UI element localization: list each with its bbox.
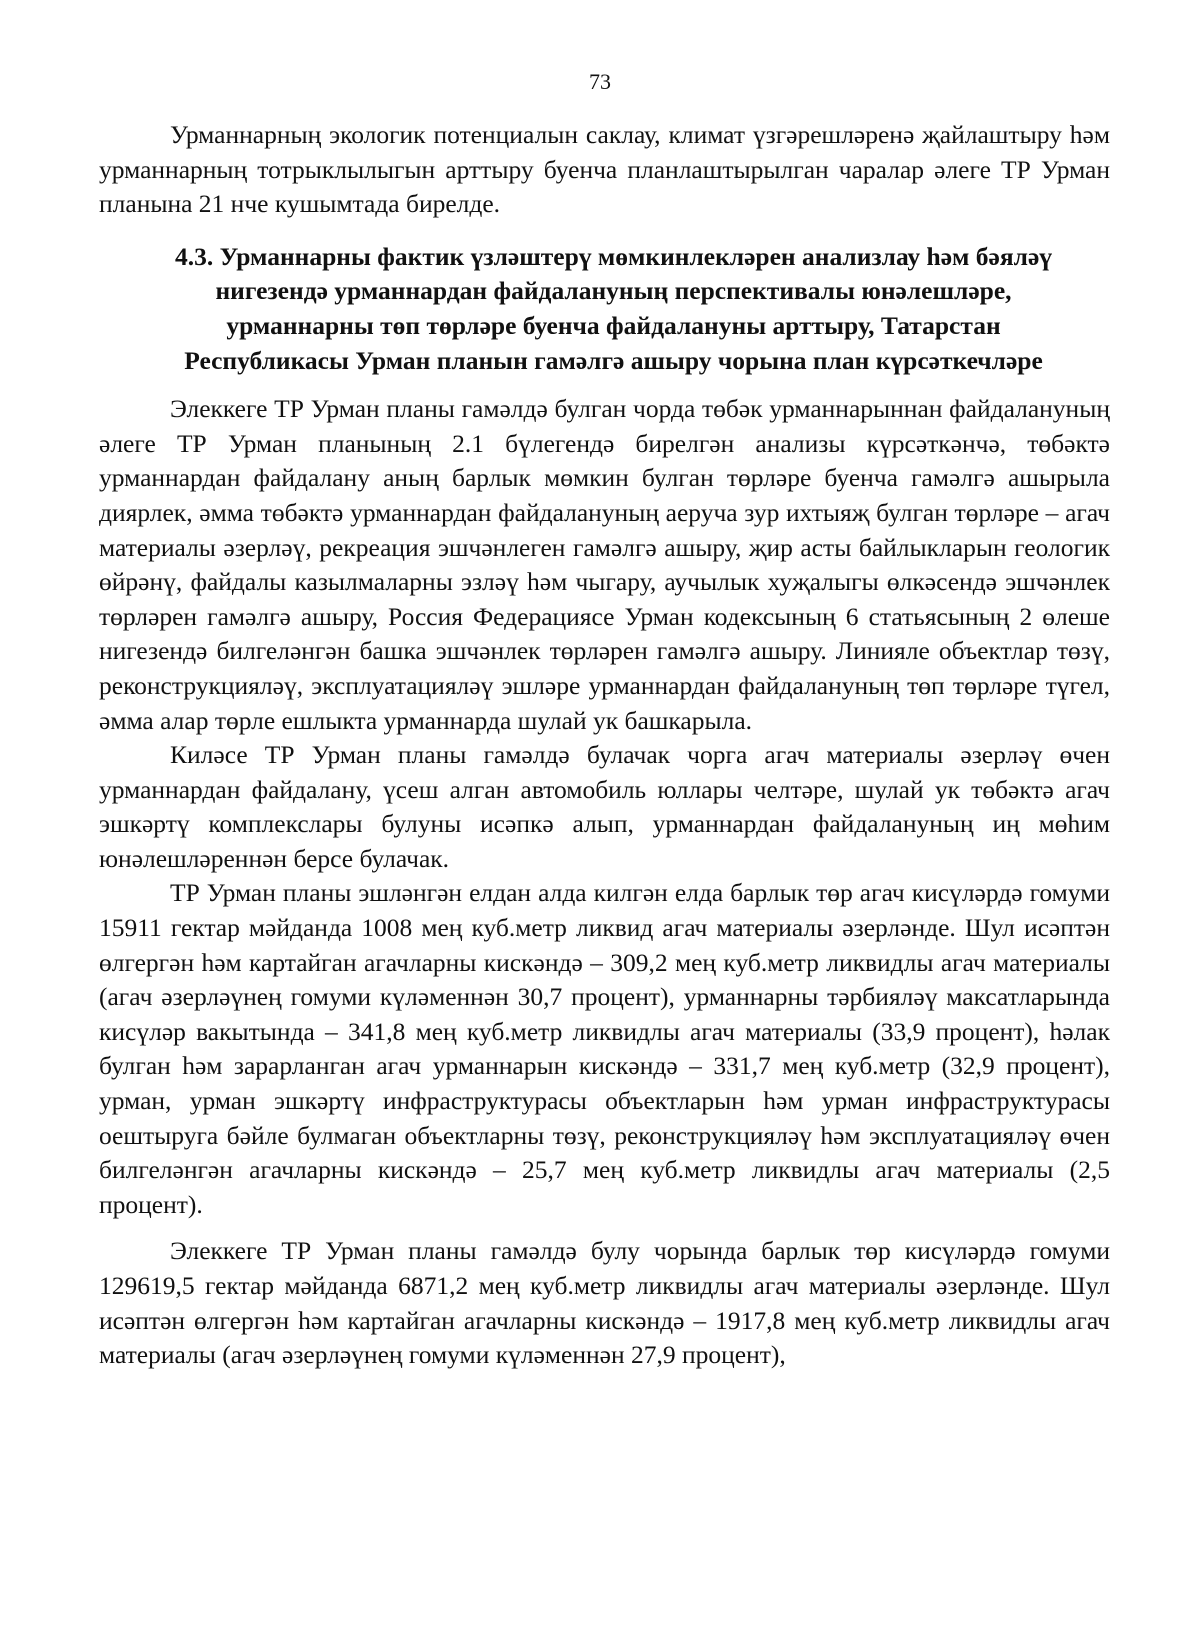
paragraph-future-direction: Киләсе ТР Урман планы гамәлдә булачак чорга агач материалы әзерләү өчен урманнардан файдалану, үсеш алган автомобиль юллары челтәре, шулай ук төбәктә агач эшкәртү комплекслары булуны исәпкә алып, урманнардан файдалануның иң мөһим юнәлешләреннән берсе булачак.	[99, 740, 1110, 873]
page-number: 73	[589, 69, 611, 94]
paragraph-forest-use-analysis: Элеккеге ТР Урман планы гамәлдә булган чорда төбәк урманнарыннан файдалануның әлеге ТР Урман планының 2.1 бүлегендә бирелгән анализы күрсәткәнчә, төбәктә урманнардан файдалану аның барлык мөмкин булган төрләре буенча гамәлгә ашырыла диярлек, әмма төбәктә урманнардан файдалануның аеруча зур ихтыяҗ булган төрләре – агач материалы әзерләү, рекреация эшчәнлеген гамәлгә ашыру, җир асты байлыкларын геологик өйрәнү, файдалы казылмаларны эзләү һәм чыгару, аучылык хуҗалыгы өлкәсендә эшчәнлек төрләрен гамәлгә ашыру, Россия Федерациясе Урман кодексының 6 статьясының 2 өлеше нигезендә билгеләнгән башка эшчәнлек төрләрен гамәлгә ашыру. Линияле объектлар төзү, реконструкцияләү, эксплуатацияләү эшләре урманнардан файдалануның төп төрләре түгел, әмма алар төрле ешлыкта урманнарда шулай ук башкарыла.	[99, 394, 1110, 735]
section-heading-line-2: нигезендә урманнардан файдалануның перспективалы юнәлешләре,	[215, 276, 1012, 306]
section-heading	[99, 240, 1110, 378]
section-heading-line-1: 4.3. Урманнарны фактик үзләштерү мөмкинлекләрен анализлау һәм бәяләү	[174, 241, 1053, 271]
section-heading-line-3: урманнарны төп төрләре буенча файдалануны арттыру, Татарстан	[226, 310, 1001, 340]
paragraph-harvest-plan-period: Элеккеге ТР Урман планы гамәлдә булу чорында барлык төр кисүләрдә гомуми 129619,5 гектар мәйданда 6871,2 мең куб.метр ликвидлы агач материалы әзерләнде. Шул исәптән өлгергән һәм картайган агачларны кискәндә – 1917,8 мең куб.метр ликвидлы агач материалы (агач әзерләүнең гомуми күләменнән 27,9 процент),	[99, 1236, 1110, 1370]
paragraph-harvest-previous-year: ТР Урман планы эшләнгән елдан алда килгән елда барлык төр агач кисүләрдә гомуми 15911 гектар мәйданда 1008 мең куб.метр ликвид агач материалы әзерләнде. Шул исәптән өлгергән һәм картайган агачларны кискәндә – 309,2 мең куб.метр ликвидлы агач материалы (агач әзерләүнең гомуми күләменнән 30,7 процент), урманнарны тәрбияләү максатларында кисүләр вакытында – 341,8 мең куб.метр ликвидлы агач материалы (33,9 процент), һәлак булган һәм зарарланган агач урманнарын кискәндә – 331,7 мең куб.метр (32,9 процент), урман, урман эшкәртү инфраструктурасы объектларын һәм урман инфраструктурасы оештыруга бәйле булмаган объектларны төзү, реконструкцияләү һәм эксплуатацияләү өчен билгеләнгән агачларны кискәндә – 25,7 мең куб.метр ликвидлы агач материалы (2,5 процент).	[99, 878, 1110, 1219]
section-heading-line-4: Республикасы Урман планын гамәлгә ашыру чорына план күрсәткечләре	[184, 345, 1043, 375]
paragraph-intro: Урманнарның экологик потенциалын саклау, климат үзгәрешләренә җайлаштыру һәм урманнарның тотрыклылыгын арттыру буенча планлаштырылган чаралар әлеге ТР Урман планына 21 нче кушымтада бирелде.	[99, 120, 1110, 219]
page-body	[99, 118, 1110, 1373]
